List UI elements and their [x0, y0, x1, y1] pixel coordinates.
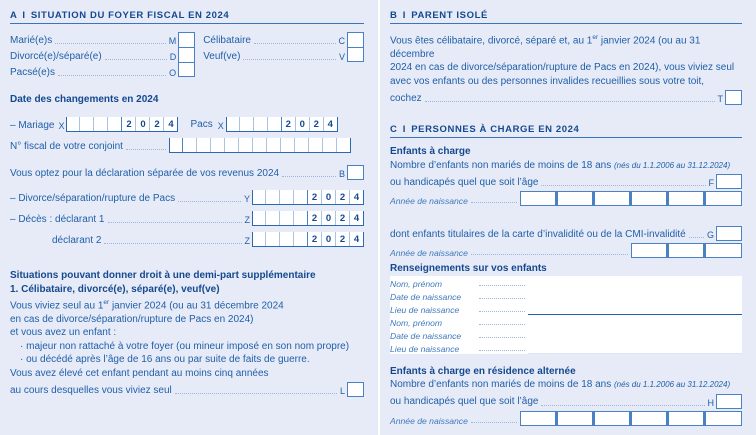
- fiscal-cell[interactable]: [253, 138, 267, 152]
- date-cell[interactable]: [254, 117, 268, 131]
- date-cell-year: 2: [282, 117, 296, 131]
- status-code-divorce: D: [169, 52, 177, 62]
- code-H: H: [707, 397, 714, 408]
- rens-input-nom-2[interactable]: [528, 314, 742, 328]
- status-code-celibataire: C: [338, 36, 345, 46]
- date-cell[interactable]: [266, 211, 280, 225]
- fiscal-cell[interactable]: [309, 138, 323, 152]
- divorce-code: Y: [243, 194, 250, 204]
- annee-box[interactable]: [557, 411, 594, 426]
- date-cell-year: 2: [308, 232, 322, 246]
- rens-label: Date de naissance: [390, 330, 462, 341]
- fiscal-cell[interactable]: [323, 138, 337, 152]
- handicapes-label-H: ou handicapés quel que soit l’âge: [390, 396, 539, 408]
- fiscal-cell[interactable]: [183, 138, 197, 152]
- demi-part-title: Situations pouvant donner droit à une demi-part supplémentaire: [10, 270, 316, 281]
- fiscal-cell[interactable]: [239, 138, 253, 152]
- deces-declarant2-row: [10, 232, 364, 247]
- rens-input-lieu-2[interactable]: [528, 340, 742, 354]
- leader-dots: [175, 384, 337, 394]
- annee-box[interactable]: [668, 411, 705, 426]
- date-cell-year: 2: [122, 117, 136, 131]
- leader-dots: [479, 341, 525, 351]
- annee-box[interactable]: [557, 191, 594, 206]
- deces2-label: déclarant 2: [52, 234, 102, 246]
- rens-input-date-1[interactable]: [528, 288, 742, 302]
- status-row-marie: [10, 31, 178, 47]
- annee-naissance-label-G: Année de naissance: [390, 248, 468, 259]
- annee-box[interactable]: [705, 243, 742, 258]
- demi-part-line1-b: janvier 2024 (ou au 31 décembre 2024: [109, 300, 284, 312]
- pacs-date-field[interactable]: [226, 117, 338, 132]
- demi-part-line1-a: Vous viviez seul au 1: [10, 300, 104, 312]
- annee-naissance-row-F: [390, 191, 742, 206]
- annee-naissance-boxes-F: [520, 191, 742, 206]
- fiscal-cell[interactable]: [225, 138, 239, 152]
- leader-dots: [689, 228, 704, 238]
- checkbox-pacse-O[interactable]: [178, 62, 195, 77]
- option-separate-row: [10, 163, 364, 180]
- date-cell[interactable]: [280, 190, 294, 204]
- section-b-separator: I: [402, 10, 406, 21]
- code-G: G: [706, 230, 714, 241]
- status-label-celibataire: Célibataire: [203, 34, 251, 46]
- section-b-line4: cochez: [390, 92, 422, 104]
- section-a-letter: A: [10, 10, 18, 21]
- leader-dots: [104, 234, 241, 244]
- annee-box[interactable]: [705, 411, 742, 426]
- date-cell-year: 4: [324, 117, 338, 131]
- mariage-date-field[interactable]: [66, 117, 178, 132]
- deces2-code: Z: [244, 236, 250, 246]
- nombre-enfants-text: Nombre d’enfants non mariés de moins de 18 ans: [390, 159, 615, 171]
- annee-box[interactable]: [705, 191, 742, 206]
- leader-dots: [282, 167, 336, 177]
- mariage-code: X: [58, 121, 65, 131]
- leader-dots: [126, 140, 166, 150]
- leader-dots: [105, 50, 167, 60]
- date-cell[interactable]: [252, 190, 266, 204]
- leader-dots: [471, 193, 517, 203]
- demi-part-bullet-1: · majeur non rattaché à votre foyer (ou mineur imposé en son nom propre): [20, 340, 350, 352]
- annee-box[interactable]: [520, 411, 557, 426]
- section-a-title: SITUATION DU FOYER FISCAL EN 2024: [30, 10, 230, 21]
- checkbox-option-B[interactable]: [347, 165, 364, 180]
- fiscal-cell[interactable]: [295, 138, 309, 152]
- checkbox-parent-isole-T[interactable]: [725, 90, 742, 105]
- checkbox-marie-M[interactable]: [178, 32, 195, 47]
- enfants-a-charge-title: Enfants à charge: [390, 146, 471, 158]
- date-cell-year: 2: [336, 232, 350, 246]
- status-label-veuf: Veuf(ve): [203, 50, 241, 62]
- fiscal-number-row: [10, 138, 364, 153]
- section-b-code: T: [717, 94, 723, 105]
- annee-box[interactable]: [520, 191, 557, 206]
- demi-part-line1: [10, 296, 364, 313]
- rens-input-lieu-1[interactable]: [528, 301, 742, 315]
- nombre-enfants-row-F: [390, 172, 742, 189]
- date-cell-year: 2: [336, 211, 350, 225]
- checkbox-divorce-D[interactable]: [178, 47, 195, 62]
- date-cell[interactable]: [240, 117, 254, 131]
- date-cell[interactable]: [226, 117, 240, 131]
- date-cell[interactable]: [294, 232, 308, 246]
- invalidite-label: dont enfants titulaires de la carte d’invalidité ou de la CMI-invalidité: [390, 228, 686, 240]
- demi-part-line2: en cas de divorce/séparation/rupture de Pacs en 2024): [10, 313, 254, 325]
- demi-part-bullet-2: · ou décédé après l’âge de 16 ans ou par suite de faits de guerre.: [20, 354, 310, 366]
- status-row-celibataire: [203, 31, 347, 47]
- date-cell-year: 4: [350, 232, 364, 246]
- section-a-header: [10, 10, 364, 24]
- date-cell-year: 2: [308, 211, 322, 225]
- input-nombre-invalidite-G[interactable]: [716, 226, 742, 241]
- date-cell-year: 2: [150, 117, 164, 131]
- date-cell[interactable]: [252, 211, 266, 225]
- deces-declarant1-row: [10, 211, 364, 226]
- date-cell-year: 4: [164, 117, 178, 131]
- leader-dots: [479, 302, 525, 312]
- alternee-line1: [390, 378, 742, 392]
- date-cell-year: 2: [308, 190, 322, 204]
- demi-part-line5: au cours desquelles vous viviez seul: [10, 384, 172, 396]
- annee-naissance-row-H: [390, 411, 742, 426]
- rens-label: Lieu de naissance: [390, 343, 460, 354]
- fiscal-cell[interactable]: [211, 138, 225, 152]
- annee-box[interactable]: [668, 243, 705, 258]
- leader-dots: [471, 245, 628, 255]
- leader-dots: [479, 315, 525, 325]
- leader-dots: [254, 34, 336, 44]
- mariage-label: – Mariage: [10, 119, 55, 131]
- rens-row-lieu-2: [390, 341, 742, 354]
- residence-alternee-title: Enfants à charge en résidence alternée: [390, 365, 576, 377]
- section-b-title: PARENT ISOLÉ: [411, 10, 488, 21]
- annee-naissance-row-G: [390, 243, 742, 258]
- leader-dots: [541, 396, 704, 406]
- fiscal-number-field[interactable]: [169, 138, 351, 153]
- leader-dots: [55, 34, 165, 44]
- option-label: Vous optez pour la déclaration séparée de vos revenus 2024: [10, 167, 280, 179]
- demi-part-subtitle: 1. Célibataire, divorcé(e), séparé(e), veuf(ve): [10, 283, 220, 295]
- leader-dots: [479, 328, 525, 338]
- leader-dots: [471, 413, 517, 423]
- section-c-separator: I: [402, 124, 406, 136]
- nombre-enfants-note: (nés du 1.1.2006 au 31.12.2024): [614, 160, 731, 170]
- leader-dots: [479, 289, 525, 299]
- rens-label: Lieu de naissance: [390, 304, 460, 315]
- fiscal-cell[interactable]: [337, 138, 351, 152]
- annee-box[interactable]: [631, 243, 668, 258]
- right-column: [378, 0, 756, 435]
- rens-input-date-2[interactable]: [528, 327, 742, 341]
- date-cell[interactable]: [108, 117, 122, 131]
- section-b-line1-b: janvier 2024 (ou au 31 décembre: [390, 35, 701, 60]
- fiscal-cell[interactable]: [197, 138, 211, 152]
- demi-part-line5-row: [10, 380, 364, 397]
- leader-dots: [243, 50, 336, 60]
- status-code-pacse: O: [169, 68, 177, 78]
- date-cell[interactable]: [252, 232, 266, 246]
- date-cell[interactable]: [280, 211, 294, 225]
- leader-dots: [479, 276, 525, 286]
- marital-status-group: [10, 31, 364, 79]
- mariage-pacs-row: [10, 117, 364, 132]
- section-a-separator: I: [22, 10, 26, 21]
- option-code: B: [338, 169, 345, 179]
- annee-box[interactable]: [594, 411, 631, 426]
- rens-label: Nom, prénom: [390, 317, 443, 328]
- date-changements-title: Date des changements en 2024: [10, 94, 159, 105]
- date-cell[interactable]: [80, 117, 94, 131]
- ordinal-suffix: er: [592, 34, 599, 41]
- alternee-note: (nés du 1.1.2006 au 31.12.2024): [614, 380, 731, 390]
- deces2-date-field[interactable]: [252, 232, 364, 247]
- date-cell-year: 2: [336, 190, 350, 204]
- code-F: F: [708, 178, 714, 189]
- alternee-row-H: [390, 392, 742, 409]
- status-row-veuf: [203, 47, 347, 63]
- input-nombre-alternee-H[interactable]: [716, 394, 742, 409]
- annee-box[interactable]: [631, 411, 668, 426]
- leader-dots: [58, 66, 166, 76]
- section-b-line2: 2024 en cas de divorce/séparation/rupture de Pacs en 2024), vous viviez seul: [390, 62, 735, 74]
- annee-naissance-label-H: Année de naissance: [390, 415, 468, 426]
- date-cell-year: 0: [322, 232, 336, 246]
- alternee-text: Nombre d’enfants non mariés de moins de 18 ans: [390, 379, 615, 391]
- rens-label: Date de naissance: [390, 291, 462, 302]
- section-c-letter: C: [390, 124, 398, 136]
- checkbox-demi-part-L[interactable]: [347, 382, 364, 397]
- deces1-date-field[interactable]: [252, 211, 364, 226]
- fiscal-cell[interactable]: [267, 138, 281, 152]
- date-cell-year: 2: [310, 117, 324, 131]
- date-cell-year: 0: [296, 117, 310, 131]
- status-code-veuf: V: [338, 52, 345, 62]
- nombre-enfants-line1: [390, 159, 742, 173]
- section-b-line1-a: Vous êtes célibataire, divorcé, séparé et, au 1: [390, 35, 593, 47]
- rens-label: Nom, prénom: [390, 278, 443, 289]
- handicapes-label-F: ou handicapés quel que soit l’âge: [390, 176, 539, 188]
- annee-naissance-boxes-G: [631, 243, 742, 258]
- section-c-title: PERSONNES À CHARGE EN 2024: [411, 124, 580, 136]
- marital-status-right: [203, 31, 364, 79]
- annee-naissance-label-F: Année de naissance: [390, 196, 468, 207]
- leader-dots: [425, 92, 715, 102]
- demi-part-line4: Vous avez élevé cet enfant pendant au moins cinq années: [10, 367, 269, 379]
- divorce-date-field[interactable]: [252, 190, 364, 205]
- fiscal-label: N° fiscal de votre conjoint: [10, 140, 123, 152]
- checkbox-veuf-V[interactable]: [347, 47, 364, 62]
- leader-dots: [541, 176, 705, 186]
- divorce-row: [10, 190, 364, 205]
- checkbox-celibataire-C[interactable]: [347, 32, 364, 47]
- status-row-divorce: [10, 47, 178, 63]
- fiscal-cell[interactable]: [281, 138, 295, 152]
- date-cell-year: 4: [350, 211, 364, 225]
- date-cell[interactable]: [266, 190, 280, 204]
- deces-label: – Décès : déclarant 1: [10, 213, 105, 225]
- date-cell[interactable]: [66, 117, 80, 131]
- leader-dots: [108, 213, 242, 223]
- fiscal-cell[interactable]: [169, 138, 183, 152]
- demi-part-line3: et vous avez un enfant :: [10, 327, 117, 339]
- annee-naissance-boxes-H: [520, 411, 742, 426]
- invalidite-row-G: [390, 224, 742, 241]
- renseignements-title: Renseignements sur vos enfants: [390, 263, 547, 275]
- date-cell[interactable]: [280, 232, 294, 246]
- status-label-pacse: Pacsé(e)s: [10, 66, 56, 78]
- section-b-header: [390, 10, 742, 24]
- section-c-header: [390, 124, 742, 138]
- annee-box[interactable]: [631, 191, 668, 206]
- annee-box[interactable]: [594, 191, 631, 206]
- section-b-line3: avec vos enfants ou des personnes invalides recueillies sous votre toit,: [390, 75, 705, 87]
- date-cell-year: 4: [350, 190, 364, 204]
- input-nombre-enfants-F[interactable]: [716, 174, 742, 189]
- status-checkboxes-right: [347, 31, 364, 63]
- status-code-marie: M: [168, 36, 177, 46]
- date-cell[interactable]: [294, 190, 308, 204]
- pacs-code: X: [217, 121, 224, 131]
- leader-dots: [178, 192, 241, 202]
- ordinal-suffix: er: [103, 299, 110, 306]
- status-label-divorce: Divorcé(e)/séparé(e): [10, 50, 102, 62]
- annee-box[interactable]: [668, 191, 705, 206]
- date-cell[interactable]: [268, 117, 282, 131]
- renseignements-table: [390, 276, 742, 354]
- demi-part-code: L: [339, 386, 345, 397]
- section-b-letter: B: [390, 10, 398, 21]
- marital-status-left: [10, 31, 195, 79]
- pacs-label: Pacs: [190, 118, 213, 130]
- date-cell[interactable]: [94, 117, 108, 131]
- date-cell-year: 0: [136, 117, 150, 131]
- status-row-pacse: [10, 63, 178, 79]
- deces-code: Z: [244, 215, 250, 225]
- date-cell-year: 0: [322, 211, 336, 225]
- date-cell[interactable]: [266, 232, 280, 246]
- status-checkboxes-left: [178, 31, 195, 79]
- status-label-marie: Marié(e)s: [10, 34, 53, 46]
- date-cell-year: 0: [322, 190, 336, 204]
- section-b-line1: [390, 31, 742, 61]
- date-cell[interactable]: [294, 211, 308, 225]
- divorce-label: – Divorce/séparation/rupture de Pacs: [10, 192, 176, 204]
- section-b-cochez-row: [390, 88, 742, 105]
